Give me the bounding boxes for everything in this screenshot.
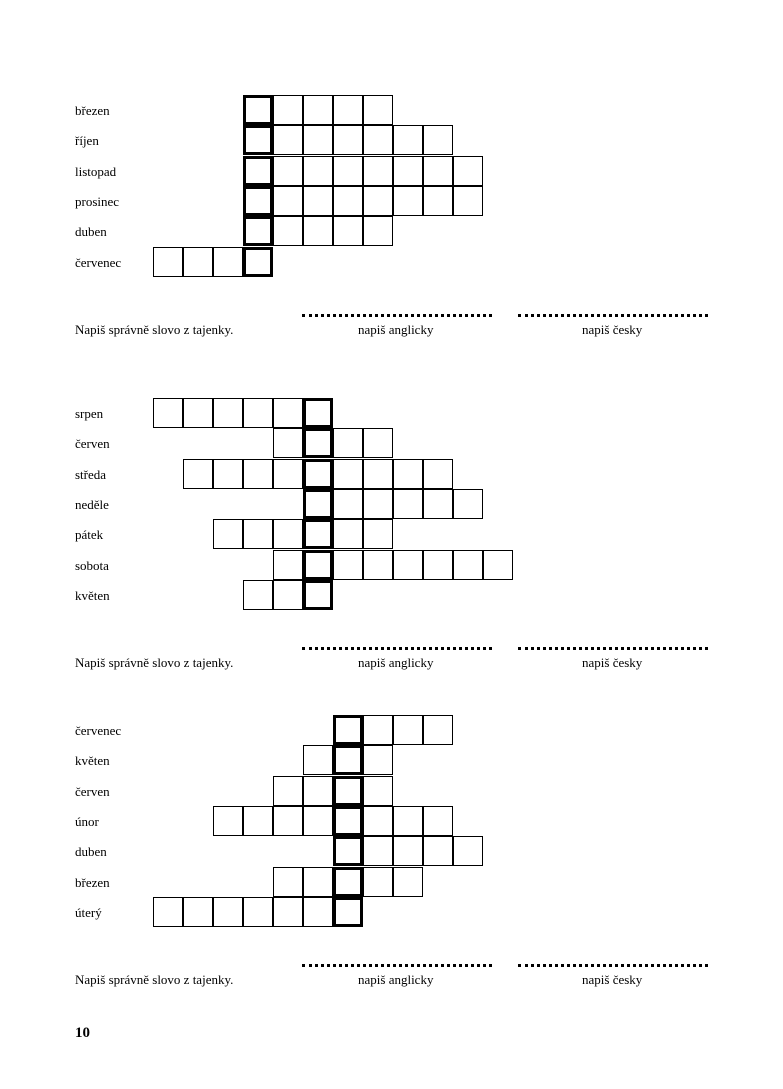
letter-cell[interactable] (453, 550, 483, 580)
secret-word-cell[interactable] (243, 95, 273, 125)
letter-cell[interactable] (303, 216, 333, 246)
letter-cell[interactable] (363, 745, 393, 775)
letter-cell[interactable] (273, 428, 303, 458)
english-answer-line[interactable] (302, 647, 492, 650)
clue-word: středa (75, 466, 107, 482)
letter-cell[interactable] (393, 715, 423, 745)
letter-cell[interactable] (333, 550, 363, 580)
instruction-text: Napiš správně slovo z tajenky. (75, 655, 234, 671)
letter-cell[interactable] (213, 897, 243, 927)
secret-word-cell[interactable] (333, 745, 363, 775)
letter-cell[interactable] (243, 897, 273, 927)
letter-cell[interactable] (363, 428, 393, 458)
clue-word: úterý (75, 904, 102, 920)
clue-word: srpen (75, 406, 104, 421)
letter-cell[interactable] (303, 186, 333, 216)
letter-cell[interactable] (393, 156, 423, 186)
secret-word-cell[interactable] (303, 550, 333, 580)
letter-cell[interactable] (363, 867, 393, 897)
english-answer-label: napiš anglicky (358, 655, 434, 671)
clue-word: listopad (75, 163, 117, 179)
letter-cell[interactable] (273, 897, 303, 927)
letter-cell[interactable] (393, 489, 423, 519)
letter-cell[interactable] (273, 580, 303, 610)
letter-cell[interactable] (273, 125, 303, 155)
letter-cell[interactable] (363, 459, 393, 489)
letter-cell[interactable] (303, 867, 333, 897)
letter-cell[interactable] (333, 428, 363, 458)
clue-word: březen (75, 874, 110, 890)
secret-word-cell[interactable] (303, 580, 333, 610)
letter-cell[interactable] (243, 519, 273, 549)
clue-word: únor (75, 813, 99, 829)
clue-word: duben (75, 844, 107, 860)
letter-cell[interactable] (153, 897, 183, 927)
letter-cell[interactable] (303, 745, 333, 775)
letter-cell[interactable] (273, 398, 303, 428)
letter-cell[interactable] (333, 186, 363, 216)
letter-cell[interactable] (273, 550, 303, 580)
czech-answer-label: napiš česky (582, 655, 643, 671)
secret-word-cell[interactable] (303, 459, 333, 489)
letter-cell[interactable] (453, 156, 483, 186)
letter-cell[interactable] (393, 867, 423, 897)
letter-cell[interactable] (423, 836, 453, 866)
clue-word: červenec (75, 254, 122, 270)
letter-cell[interactable] (423, 715, 453, 745)
clue-word: březen (75, 103, 110, 118)
letter-cell[interactable] (363, 836, 393, 866)
letter-cell[interactable] (393, 459, 423, 489)
letter-cell[interactable] (393, 806, 423, 836)
letter-cell[interactable] (363, 186, 393, 216)
clue-word: prosinec (75, 193, 120, 209)
letter-cell[interactable] (333, 156, 363, 186)
letter-cell[interactable] (183, 459, 213, 489)
clue-word: květen (75, 587, 110, 603)
secret-word-cell[interactable] (333, 806, 363, 836)
clue-word: neděle (75, 496, 109, 512)
letter-cell[interactable] (333, 519, 363, 549)
letter-cell[interactable] (273, 776, 303, 806)
letter-cell[interactable] (423, 125, 453, 155)
letter-cell[interactable] (213, 519, 243, 549)
secret-word-cell[interactable] (243, 125, 273, 155)
letter-cell[interactable] (363, 806, 393, 836)
czech-answer-line[interactable] (518, 964, 708, 967)
letter-cell[interactable] (153, 247, 183, 277)
english-answer-line[interactable] (302, 964, 492, 967)
letter-cell[interactable] (333, 489, 363, 519)
secret-word-cell[interactable] (303, 428, 333, 458)
letter-cell[interactable] (303, 806, 333, 836)
clue-word: červen (75, 436, 110, 452)
letter-cell[interactable] (333, 125, 363, 155)
clue-word: květen (75, 753, 110, 769)
letter-cell[interactable] (423, 489, 453, 519)
letter-cell[interactable] (393, 186, 423, 216)
secret-word-cell[interactable] (243, 186, 273, 216)
letter-cell[interactable] (243, 580, 273, 610)
letter-cell[interactable] (453, 489, 483, 519)
letter-cell[interactable] (273, 806, 303, 836)
clue-word: sobota (75, 557, 109, 573)
clue-word: červenec (75, 723, 122, 738)
letter-cell[interactable] (243, 806, 273, 836)
clue-word: červen (75, 783, 110, 799)
czech-answer-label: napiš česky (582, 321, 643, 337)
secret-word-cell[interactable] (333, 867, 363, 897)
letter-cell[interactable] (213, 806, 243, 836)
secret-word-cell[interactable] (243, 156, 273, 186)
english-answer-label: napiš anglicky (358, 321, 434, 337)
letter-cell[interactable] (243, 398, 273, 428)
secret-word-cell[interactable] (333, 776, 363, 806)
page-number: 10 (75, 1025, 90, 1041)
letter-cell[interactable] (333, 216, 363, 246)
secret-word-cell[interactable] (333, 836, 363, 866)
letter-cell[interactable] (453, 836, 483, 866)
letter-cell[interactable] (273, 156, 303, 186)
czech-answer-line[interactable] (518, 314, 708, 317)
letter-cell[interactable] (273, 519, 303, 549)
letter-cell[interactable] (363, 519, 393, 549)
letter-cell[interactable] (363, 550, 393, 580)
letter-cell[interactable] (393, 550, 423, 580)
clue-word: duben (75, 224, 107, 240)
secret-word-cell[interactable] (333, 897, 363, 927)
letter-cell[interactable] (273, 867, 303, 897)
letter-cell[interactable] (423, 186, 453, 216)
letter-cell[interactable] (393, 125, 423, 155)
letter-cell[interactable] (303, 95, 333, 125)
secret-word-cell[interactable] (303, 519, 333, 549)
letter-cell[interactable] (273, 186, 303, 216)
letter-cell[interactable] (303, 125, 333, 155)
letter-cell[interactable] (273, 459, 303, 489)
letter-cell[interactable] (423, 156, 453, 186)
letter-cell[interactable] (213, 459, 243, 489)
letter-cell[interactable] (423, 806, 453, 836)
letter-cell[interactable] (363, 216, 393, 246)
letter-cell[interactable] (213, 398, 243, 428)
letter-cell[interactable] (333, 459, 363, 489)
letter-cell[interactable] (363, 776, 393, 806)
letter-cell[interactable] (393, 836, 423, 866)
english-answer-line[interactable] (302, 314, 492, 317)
clue-word: říjen (75, 133, 99, 149)
letter-cell[interactable] (273, 95, 303, 125)
letter-cell[interactable] (213, 247, 243, 277)
letter-cell[interactable] (363, 156, 393, 186)
secret-word-cell[interactable] (303, 398, 333, 428)
letter-cell[interactable] (363, 489, 393, 519)
letter-cell[interactable] (183, 897, 213, 927)
letter-cell[interactable] (423, 550, 453, 580)
czech-answer-line[interactable] (518, 647, 708, 650)
secret-word-cell[interactable] (243, 216, 273, 246)
instruction-text: Napiš správně slovo z tajenky. (75, 321, 234, 337)
letter-cell[interactable] (153, 398, 183, 428)
letter-cell[interactable] (363, 715, 393, 745)
letter-cell[interactable] (303, 897, 333, 927)
secret-word-cell[interactable] (303, 489, 333, 519)
letter-cell[interactable] (453, 186, 483, 216)
letter-cell[interactable] (333, 95, 363, 125)
clue-word: pátek (75, 527, 104, 543)
secret-word-cell[interactable] (333, 715, 363, 745)
secret-word-cell[interactable] (243, 247, 273, 277)
letter-cell[interactable] (183, 247, 213, 277)
letter-cell[interactable] (243, 459, 273, 489)
letter-cell[interactable] (363, 125, 393, 155)
letter-cell[interactable] (423, 459, 453, 489)
letter-cell[interactable] (303, 156, 333, 186)
letter-cell[interactable] (303, 776, 333, 806)
instruction-text: Napiš správně slovo z tajenky. (75, 972, 234, 988)
letter-cell[interactable] (183, 398, 213, 428)
letter-cell[interactable] (363, 95, 393, 125)
english-answer-label: napiš anglicky (358, 972, 434, 988)
letter-cell[interactable] (483, 550, 513, 580)
letter-cell[interactable] (273, 216, 303, 246)
czech-answer-label: napiš česky (582, 972, 643, 988)
